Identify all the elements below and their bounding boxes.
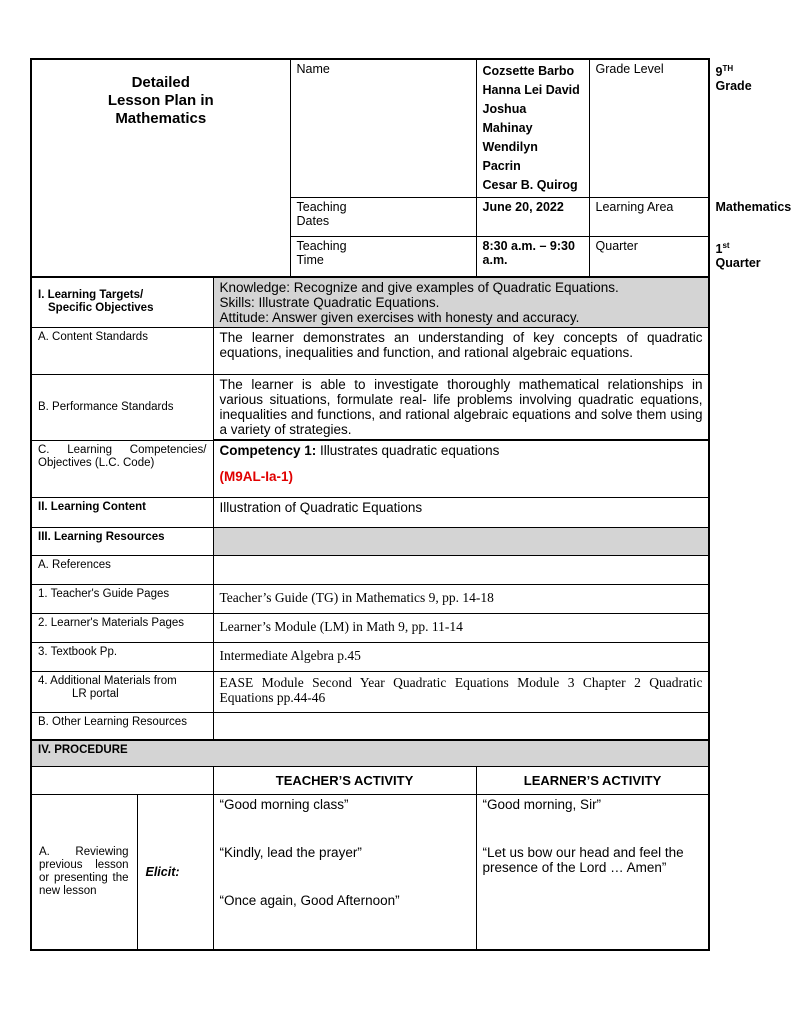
grade-num: 9 (715, 65, 723, 80)
competencies-text (213, 440, 709, 497)
textbook-text: Intermediate Algebra p.45 (213, 642, 709, 671)
procedure-heading: IV. PROCEDURE (31, 740, 709, 766)
additional-materials-label (31, 671, 213, 712)
learners-materials-text: Learner’s Module (LM) in Math 9, pp. 11-14 (213, 613, 709, 642)
teaching-time-label (290, 237, 476, 277)
references-value (213, 555, 709, 584)
content-standards-text: The learner demonstrates an understanding of key concepts of quadratic equations, inequalities and function, and rational algebraic equations. (213, 328, 709, 375)
learner-line: “Let us bow our head and feel the presence of the Lord … Amen” (482, 844, 684, 875)
attitude-objective: Attitude: Answer given exercises with honesty and accuracy. (219, 309, 580, 325)
learning-content-label: II. Learning Content (31, 497, 213, 527)
additional-materials-text: EASE Module Second Year Quadratic Equations Module 3 Chapter 2 Quadratic Equations pp.44-46 (213, 671, 709, 712)
competencies-label: C. Learning Competencies/ Objectives (L.C. Code) (31, 440, 213, 497)
title-line: Detailed (131, 74, 190, 91)
lesson-plan-table: Detailed Lesson Plan in Mathematics Name Cozsette Barbo Hanna Lei David Joshua Mahinay Wendilyn Pacrin Cesar B. Quirog Grade Level 9TH Grade Teaching Dates June 20, 2022 Learning Area Mathematics Teaching Time 8:30 a.m. – 9:30 a.m. Quarter 1st Quarter I. Learning Targets/ Specific Objectives Knowledge: Recognize and give examples of Quadratic Equations. Skills: Illustrate Quadratic Equations. Attitude: Answer given exercises with honesty and accuracy. A. Content Standards The learner demonstrates an understanding of key concepts of quadratic equations, inequalities and function, and rational algebraic equations. B. Performance Standards The learner is able to investigate thoroughly mathematical relationships in various situations, formulate real- life problems involving quadratic equations, inequalities and functions, and rational algebraic equations and solve them using a variety of strategies. C. Learning Competencies/ Objectives (L.C. Code) Competency 1: Illustrates quadratic equations (M9AL-Ia-1) II. Learning Content Illustration of Quadratic Equations III. Learning Resources A. References 1. Teacher's Guide Pages Teacher’s Guide (TG) in Mathematics 9, pp. 14-18 2. Learner's Materials Pages Learner’s Module (LM) in Math 9, pp. 11-14 3. Textbook Pp. Intermediate Algebra p.45 4. Additional Materials from LR portal EASE Module Second Year Quadratic Equations Module 3 Chapter 2 Quadratic Equations pp.44-46 B. Other Learning Resources IV. PROCEDURE TEACHER’S ACTIVITY LEARNER’S ACTIVITY A. Reviewing previous lesson or presenting the new lesson Elicit: “Good morning class” “Kindly, lead the prayer” “Once again, Good Afternoon” “Good morning, Sir” “Let us bow our head and feel the presence of the Lord … Amen” (30, 58, 710, 951)
label-line: Specific Objectives (48, 302, 154, 315)
learning-resources-fill (213, 527, 709, 555)
learners-materials-label: 2. Learner's Materials Pages (31, 613, 213, 642)
learning-targets-label (31, 277, 213, 328)
content-standards-label: A. Content Standards (31, 328, 213, 375)
references-label: A. References (31, 555, 213, 584)
teachers-activity-header: TEACHER’S ACTIVITY (213, 766, 476, 794)
learning-area-label: Learning Area (589, 198, 709, 237)
knowledge-objective: Knowledge: Recognize and give examples of Quadratic Equations. (219, 279, 619, 295)
skills-objective: Skills: Illustrate Quadratic Equations. (219, 294, 440, 310)
teachers-guide-text: Teacher’s Guide (TG) in Mathematics 9, pp. 14-18 (213, 584, 709, 613)
phase-label: Elicit: (137, 794, 213, 950)
document-title (31, 59, 290, 277)
competency-description: Illustrates quadratic equations (316, 443, 500, 458)
learning-resources-label: III. Learning Resources (31, 527, 213, 555)
title-line: Mathematics (115, 110, 207, 127)
name-entry: Pacrin (482, 159, 521, 173)
teaching-time-value: 8:30 a.m. – 9:30 a.m. (476, 237, 589, 277)
name-entry: Hanna Lei David Joshua (482, 83, 580, 116)
teachers-activity-cell (213, 794, 476, 950)
teachers-guide-label: 1. Teacher's Guide Pages (31, 584, 213, 613)
label-line: Time (296, 253, 324, 267)
competency-code: (M9AL-Ia-1) (219, 469, 293, 484)
grade-sup: TH (722, 64, 734, 73)
quarter-rest: Quarter (715, 256, 761, 271)
teaching-dates-value: June 20, 2022 (476, 198, 589, 237)
learners-activity-header: LEARNER’S ACTIVITY (476, 766, 709, 794)
activity-header-blank (31, 766, 213, 794)
learning-content-text: Illustration of Quadratic Equations (213, 497, 709, 527)
label-line: Teaching (296, 239, 347, 253)
lesson-plan-document (30, 58, 791, 951)
quarter-label: Quarter (589, 237, 709, 277)
competency-title: Competency 1: (219, 443, 317, 458)
other-resources-label: B. Other Learning Resources (31, 712, 213, 740)
textbook-label: 3. Textbook Pp. (31, 642, 213, 671)
label-line: I. Learning Targets/ (38, 289, 144, 302)
label-line: Dates (296, 214, 330, 228)
teacher-line: “Kindly, lead the prayer” (219, 844, 362, 860)
label-line: LR portal (72, 687, 119, 700)
quarter-sup: st (722, 241, 730, 250)
teaching-dates-label (290, 198, 476, 237)
performance-standards-text: The learner is able to investigate thoroughly mathematical relationships in various situations, formulate real- life problems involving quadratic equations, inequalities and functions, and rational algebraic equations and solve them using a variety of strategies. (213, 375, 709, 441)
label-line: 4. Additional Materials from (38, 674, 177, 687)
name-label: Name (290, 59, 476, 198)
other-resources-value (213, 712, 709, 740)
learner-line: “Good morning, Sir” (482, 796, 602, 812)
title-line: Lesson Plan in (107, 92, 214, 109)
performance-standards-label: B. Performance Standards (31, 375, 213, 441)
grade-level-label: Grade Level (589, 59, 709, 198)
learners-activity-cell (476, 794, 709, 950)
label-line: Teaching (296, 200, 347, 214)
names-value (476, 59, 589, 198)
procedure-step-label: A. Reviewing previous lesson or presenting the new lesson (31, 794, 137, 950)
name-entry: Mahinay Wendilyn (482, 121, 538, 154)
name-entry: Cozsette Barbo (482, 64, 575, 78)
grade-rest: Grade (715, 79, 752, 94)
teacher-line: “Good morning class” (219, 796, 349, 812)
teacher-line: “Once again, Good Afternoon” (219, 892, 400, 908)
name-entry: Cesar B. Quirog (482, 178, 578, 192)
quarter-num: 1 (715, 242, 723, 257)
learning-targets-text (213, 277, 709, 328)
